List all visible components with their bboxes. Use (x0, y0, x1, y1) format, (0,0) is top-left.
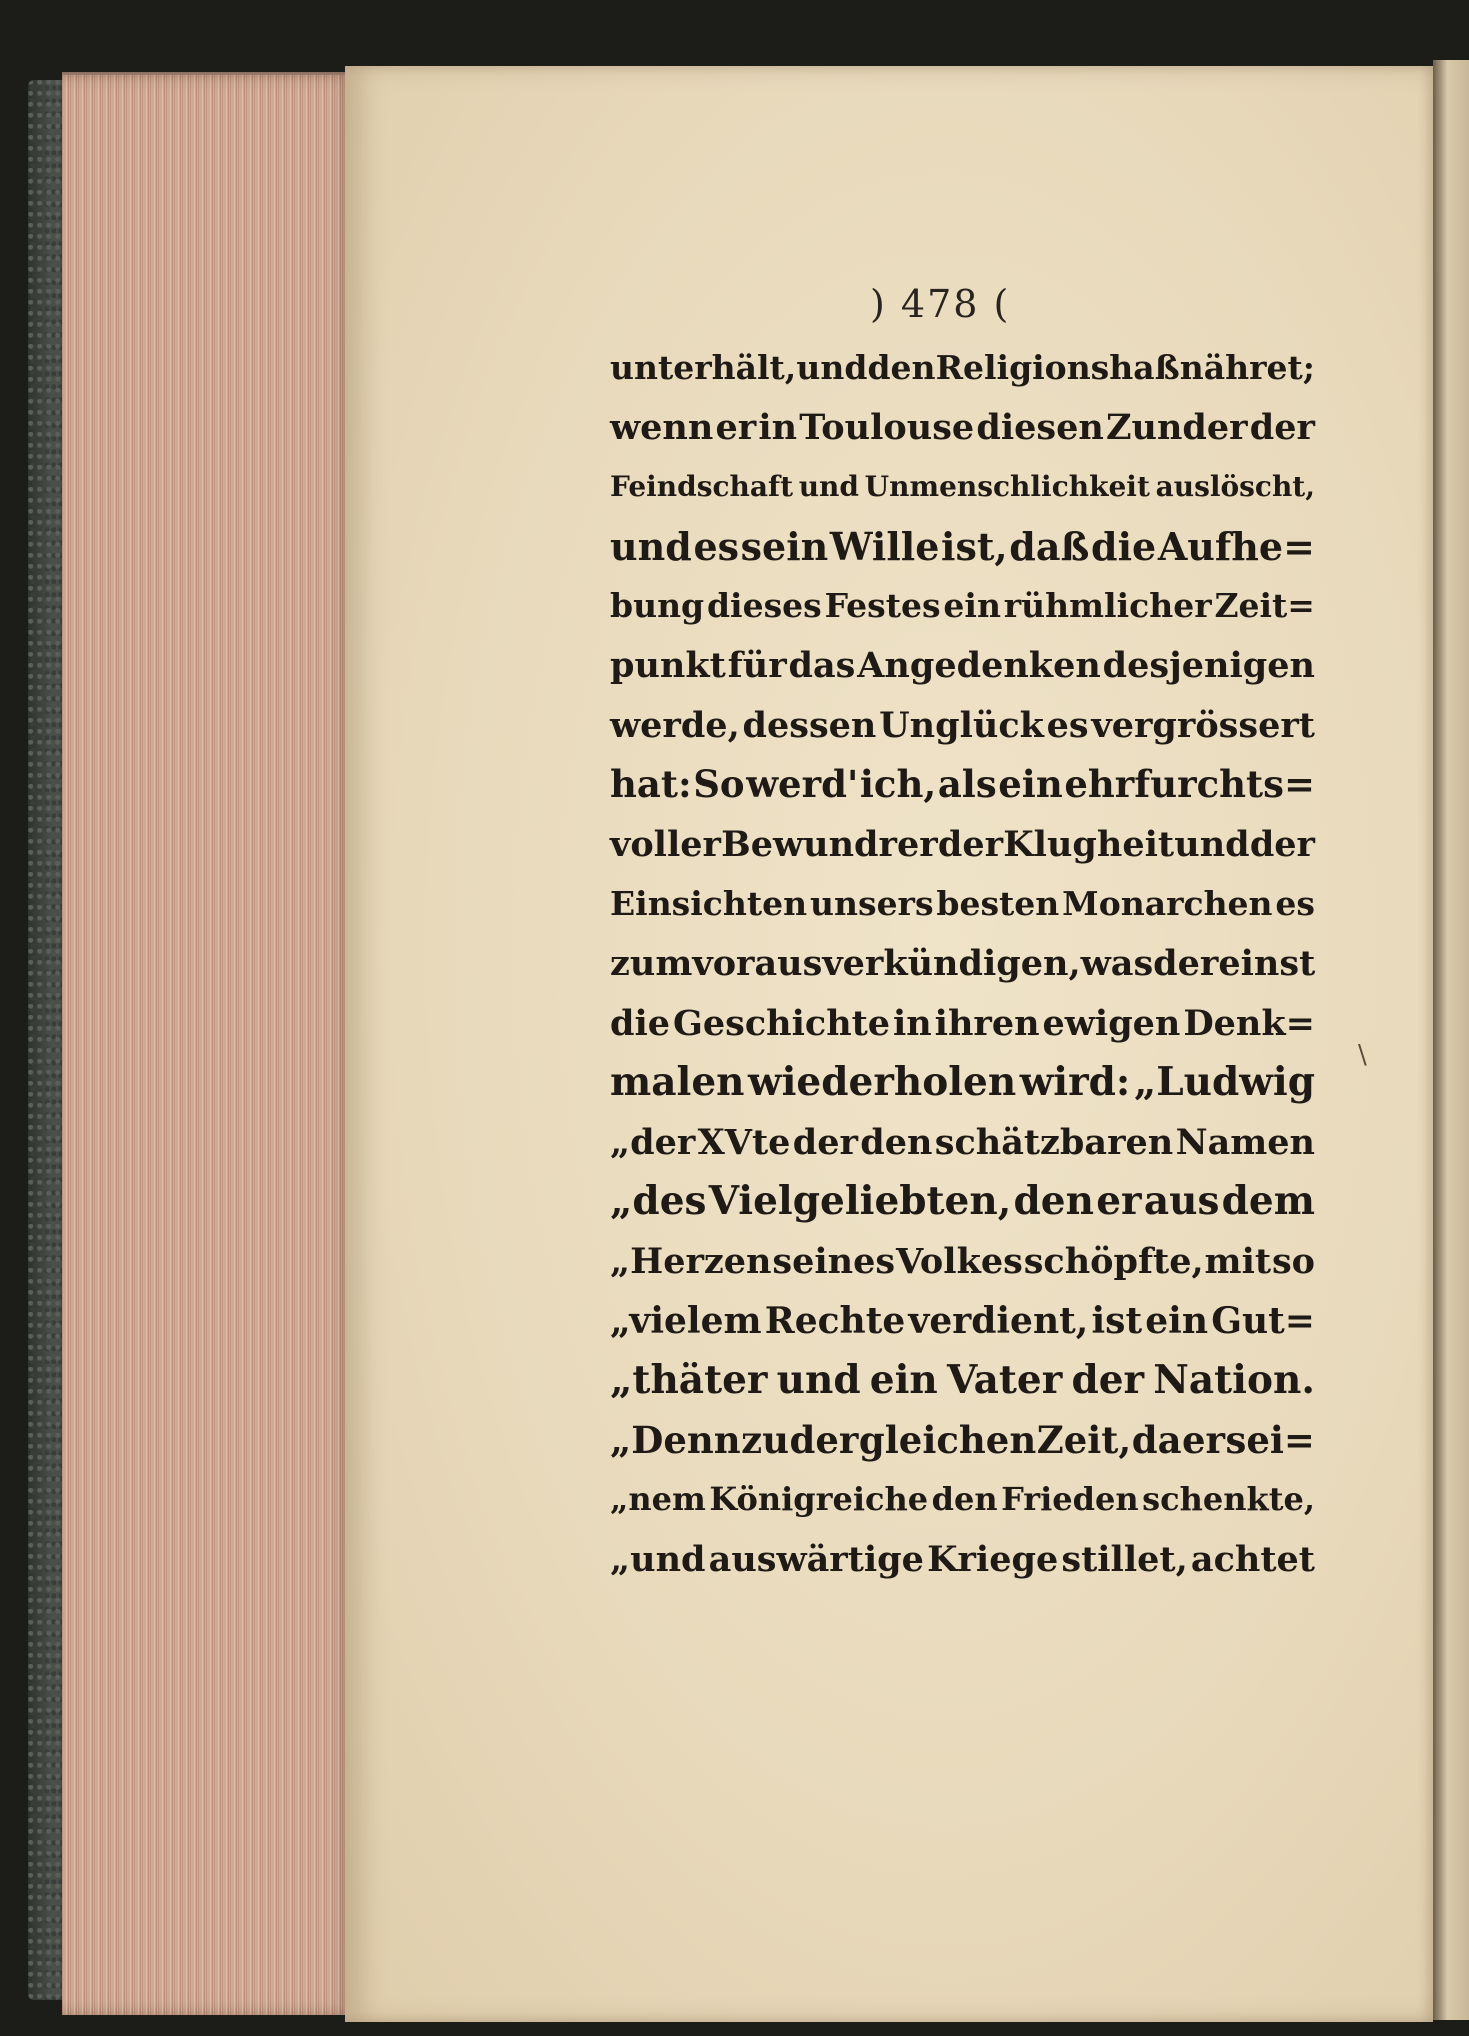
text-line (610, 1292, 1315, 1352)
word: Frieden (1001, 1480, 1139, 1519)
word: und (798, 470, 859, 504)
word: „des (610, 1178, 707, 1225)
word: wiederholen (748, 1059, 1017, 1106)
word: ist, (941, 523, 1008, 569)
word: Königreiche (709, 1480, 929, 1519)
word: die (610, 1002, 671, 1044)
page-text-block (610, 338, 1315, 1589)
word: ist (1091, 1299, 1143, 1342)
text-line (610, 576, 1315, 636)
word: Unmenschlichkeit (864, 470, 1150, 504)
word: und (1174, 823, 1250, 865)
word: Vater (946, 1357, 1063, 1404)
word: werd' (746, 762, 859, 807)
word: achtet (1190, 1538, 1315, 1580)
word: seines (772, 1240, 896, 1282)
word: es (1046, 704, 1089, 746)
word: wird: (1019, 1059, 1131, 1106)
word: ein (998, 762, 1063, 807)
word: der (1249, 406, 1315, 448)
word: er (715, 406, 757, 448)
word: es (693, 523, 740, 569)
word: was (1080, 942, 1154, 984)
word: Nation. (1153, 1357, 1315, 1404)
word: ewigen (1042, 1002, 1181, 1044)
word: malen (610, 1059, 745, 1106)
word: voller (610, 823, 721, 865)
word: Wille (829, 523, 940, 569)
word: „vielem (610, 1299, 762, 1342)
word: ein (869, 1357, 938, 1404)
word: und (610, 523, 692, 569)
word: Denk= (1183, 1002, 1315, 1044)
text-line (610, 1470, 1315, 1530)
word: dem (1221, 1178, 1315, 1225)
word: „Denn (610, 1417, 741, 1462)
word: unterhält, (610, 348, 797, 387)
text-line (610, 815, 1315, 875)
word: der (789, 1417, 859, 1462)
word: Einsichten (610, 884, 808, 924)
word: das (788, 644, 856, 686)
word: schenkte, (1142, 1480, 1315, 1519)
word: Monarchen (1062, 884, 1273, 924)
text-line (610, 934, 1315, 994)
word: dereinst (1153, 942, 1316, 984)
word: Unglück (879, 704, 1044, 746)
word: gleichen (858, 1417, 1037, 1462)
word: „nem (610, 1480, 706, 1519)
word: „Herzen (610, 1240, 772, 1282)
word: und (776, 1357, 861, 1404)
word: in (893, 1002, 932, 1044)
text-line (610, 1172, 1315, 1232)
word: rühmlicher (1003, 586, 1212, 626)
word: es (1275, 884, 1315, 924)
word: den (867, 348, 936, 387)
word: Bewundrer (721, 823, 938, 865)
text-line (610, 874, 1315, 934)
text-line (610, 338, 1315, 398)
word: Festes (824, 586, 941, 626)
word: schätzbaren (934, 1121, 1174, 1163)
word: der (1249, 823, 1315, 865)
text-line (610, 1530, 1315, 1590)
word: der (937, 823, 1004, 865)
word: wenn (610, 406, 714, 448)
word: Religionshaß (935, 348, 1180, 387)
word: Vielgeliebten, (708, 1178, 1012, 1225)
word: für (727, 644, 787, 686)
word: schöpfte, (1023, 1240, 1204, 1282)
word: diesen (976, 406, 1104, 448)
word: der (1071, 1357, 1145, 1404)
word: da (1131, 1417, 1182, 1462)
word: in (758, 406, 798, 448)
word: daß (1009, 523, 1090, 569)
word: Toulouse (799, 406, 975, 448)
word: Feindschaft (610, 470, 794, 504)
text-line (610, 1411, 1315, 1471)
word: den (931, 1480, 998, 1519)
word: Gut= (1211, 1299, 1315, 1342)
word: Aufhe= (1157, 523, 1315, 569)
word: ihren (934, 1002, 1040, 1044)
word: der (792, 1121, 858, 1163)
word: So (693, 762, 745, 807)
word: mit (1204, 1240, 1272, 1282)
text-line (610, 398, 1315, 458)
word: Zunder (1105, 406, 1248, 448)
text-line (610, 457, 1315, 517)
word: verdient, (908, 1299, 1089, 1342)
word: so (1271, 1240, 1315, 1282)
word: sein (740, 523, 829, 569)
page-number-header: ) 478 ( (870, 282, 1011, 326)
word: Kriege (927, 1538, 1059, 1580)
word: Volkes (895, 1240, 1023, 1282)
word: Zeit, (1036, 1417, 1132, 1462)
word: XVte (697, 1121, 791, 1163)
text-line (610, 1232, 1315, 1292)
word: Geschichte (672, 1002, 891, 1044)
text-line (610, 1351, 1315, 1411)
word: Namen (1175, 1121, 1315, 1163)
word: besten (936, 884, 1060, 924)
word: auswärtige (708, 1538, 924, 1580)
word: ein (1145, 1299, 1209, 1342)
page-edges (62, 75, 352, 2015)
word: „thäter (610, 1357, 768, 1404)
word: bung (610, 586, 705, 626)
word: ich, (859, 762, 937, 807)
word: ehrfurchts= (1064, 762, 1315, 807)
word: Angedenken (857, 644, 1101, 686)
word: „der (610, 1121, 696, 1163)
word: die (1091, 523, 1157, 569)
word: dessen (742, 704, 877, 746)
word: unsers (810, 884, 934, 924)
word: werde, (610, 704, 740, 746)
word: als (937, 762, 997, 807)
word: auslöscht, (1155, 470, 1315, 504)
text-line (610, 1053, 1315, 1113)
next-page-edge (1433, 60, 1469, 2020)
text-line (610, 696, 1315, 756)
ink-mark: \ (1358, 1040, 1367, 1070)
text-line (610, 517, 1315, 577)
word: er (1182, 1417, 1226, 1462)
word: verkündigen, (822, 942, 1081, 984)
word: er (1096, 1178, 1142, 1225)
word: und (796, 348, 868, 387)
text-line (610, 636, 1315, 696)
word: den (1013, 1178, 1094, 1225)
word: nähret; (1179, 348, 1315, 387)
word: zu (741, 1417, 790, 1462)
text-line (610, 755, 1315, 815)
word: ein (943, 586, 1001, 626)
word: hat: (610, 762, 692, 807)
word: Klugheit (1003, 823, 1175, 865)
text-line (610, 1113, 1315, 1173)
text-line (610, 994, 1315, 1054)
word: desjenigen (1102, 644, 1315, 686)
word: aus (1143, 1178, 1220, 1225)
word: „Ludwig (1133, 1059, 1315, 1106)
word: stillet, (1061, 1538, 1188, 1580)
word: vergrössert (1091, 704, 1315, 746)
word: Rechte (764, 1299, 906, 1342)
word: sei= (1225, 1417, 1315, 1462)
word: den (860, 1121, 933, 1163)
word: „und (610, 1538, 706, 1580)
word: punkt (610, 644, 726, 686)
word: voraus (692, 942, 823, 984)
word: zum (610, 942, 693, 984)
word: dieses (706, 586, 822, 626)
word: Zeit= (1214, 586, 1315, 626)
